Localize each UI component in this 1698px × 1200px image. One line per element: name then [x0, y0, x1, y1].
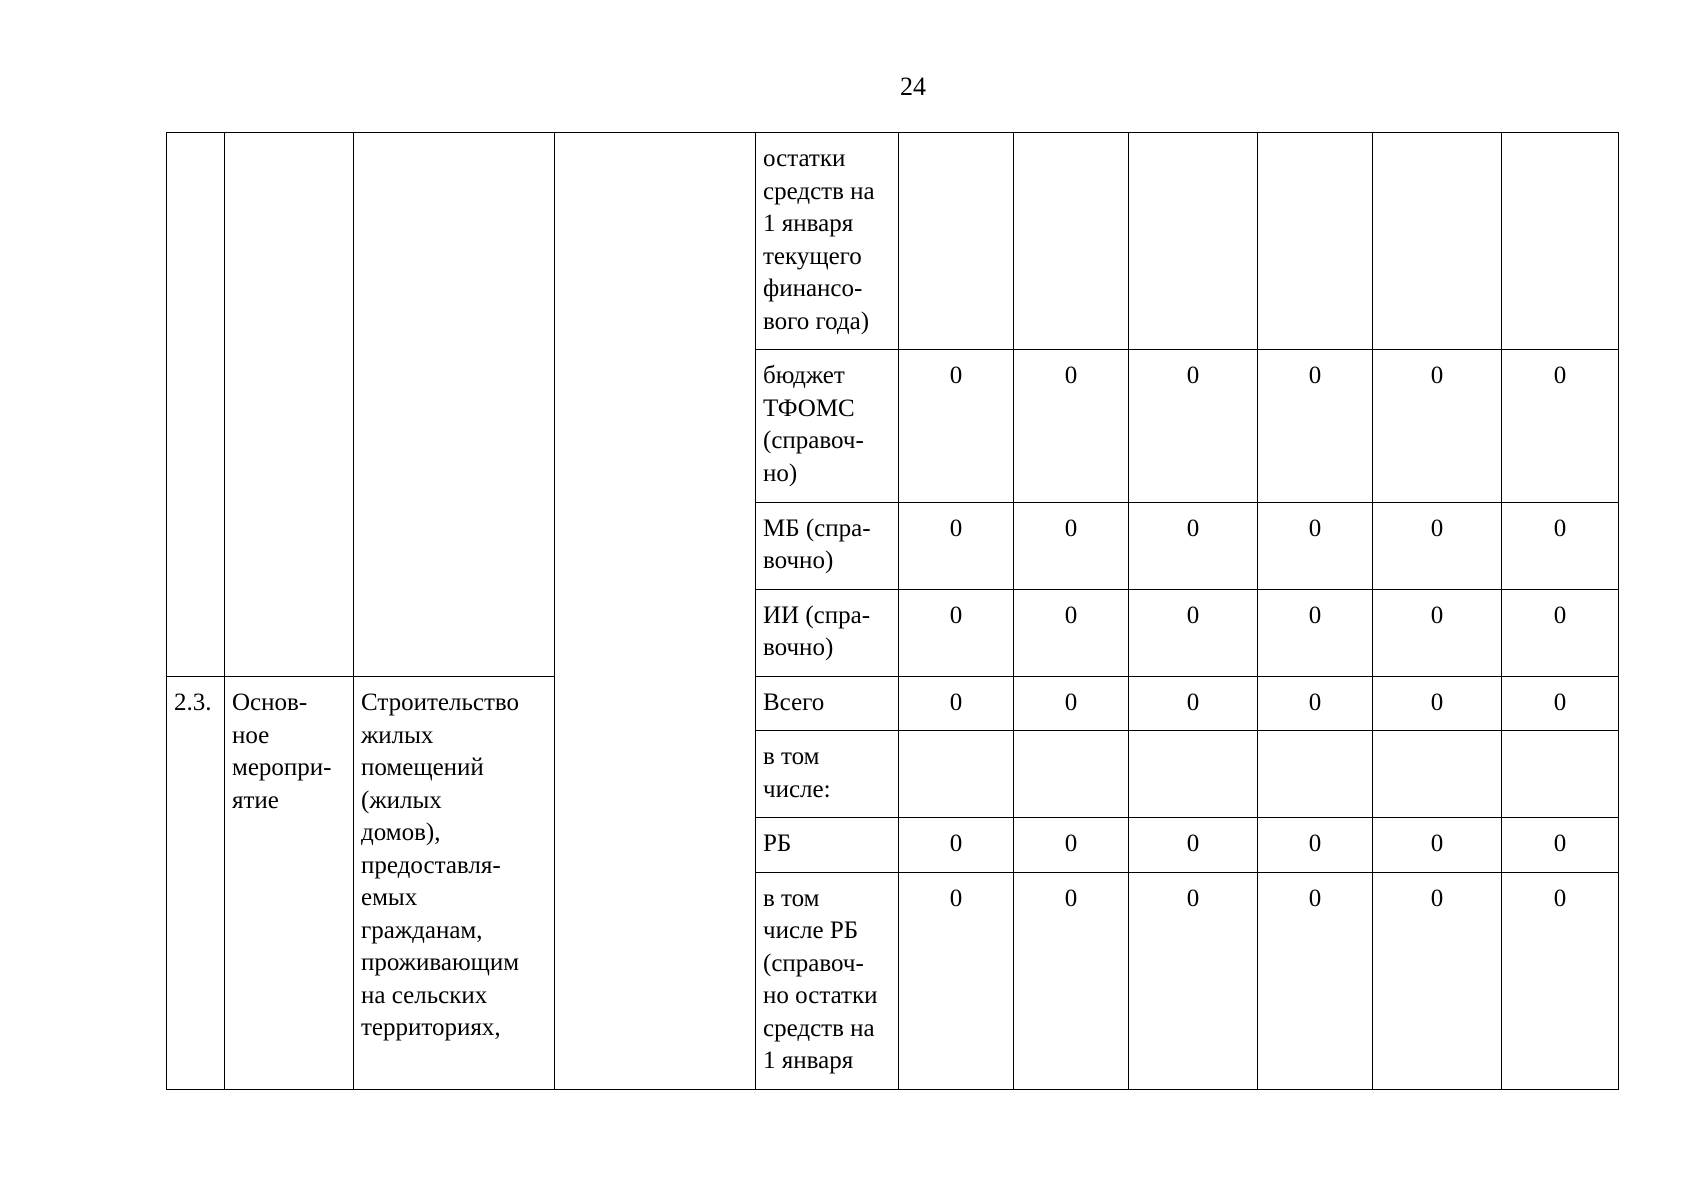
value-cell: 0 — [1373, 502, 1502, 589]
value-cell — [1014, 133, 1129, 350]
value-cell — [1014, 731, 1129, 818]
value-cell — [1502, 133, 1619, 350]
value-cell: 0 — [1129, 350, 1258, 502]
item-number: 2.3. — [167, 677, 225, 1090]
value-cell: 0 — [1502, 350, 1619, 502]
value-cell — [1129, 133, 1258, 350]
value-cell: 0 — [1373, 677, 1502, 731]
empty-cell-executor — [555, 133, 756, 1090]
value-cell: 0 — [1014, 350, 1129, 502]
value-cell — [1373, 731, 1502, 818]
value-cell: 0 — [1014, 502, 1129, 589]
source-label: Всего — [756, 677, 899, 731]
table-row — [167, 677, 1619, 731]
empty-cell-status — [225, 133, 354, 677]
value-cell: 0 — [1502, 502, 1619, 589]
source-label: бюджет ТФОМС (справоч- но) — [756, 350, 899, 502]
funding-table — [166, 132, 1619, 1090]
value-cell: 0 — [1258, 589, 1373, 676]
value-cell: 0 — [1014, 818, 1129, 872]
value-cell: 0 — [1373, 872, 1502, 1090]
source-label: остатки средств на 1 января текущего финансо- вого года) — [756, 133, 899, 350]
value-cell: 0 — [1258, 872, 1373, 1090]
value-cell: 0 — [1129, 677, 1258, 731]
item-title: Строительство жилых помещений (жилых домов), предоставля- емых гражданам, проживающим на сельских территориях, — [354, 677, 555, 1090]
empty-cell-number — [167, 133, 225, 677]
value-cell — [899, 133, 1014, 350]
value-cell: 0 — [1373, 818, 1502, 872]
value-cell: 0 — [1129, 872, 1258, 1090]
value-cell: 0 — [899, 502, 1014, 589]
value-cell: 0 — [1258, 502, 1373, 589]
source-label: ИИ (спра- вочно) — [756, 589, 899, 676]
value-cell: 0 — [1014, 589, 1129, 676]
value-cell — [1258, 133, 1373, 350]
value-cell: 0 — [899, 677, 1014, 731]
source-label: МБ (спра- вочно) — [756, 502, 899, 589]
source-label: РБ — [756, 818, 899, 872]
value-cell: 0 — [899, 350, 1014, 502]
empty-cell-title — [354, 133, 555, 677]
page-number: 24 — [900, 72, 926, 101]
value-cell — [1258, 731, 1373, 818]
value-cell: 0 — [1373, 350, 1502, 502]
value-cell: 0 — [1014, 677, 1129, 731]
value-cell: 0 — [1502, 872, 1619, 1090]
value-cell: 0 — [1258, 350, 1373, 502]
source-label: в том числе РБ (справоч- но остатки средств на 1 января — [756, 872, 899, 1090]
value-cell: 0 — [1014, 872, 1129, 1090]
source-label: в том числе: — [756, 731, 899, 818]
item-status: Основ- ное меропри- ятие — [225, 677, 354, 1090]
value-cell: 0 — [1502, 589, 1619, 676]
value-cell: 0 — [899, 818, 1014, 872]
value-cell: 0 — [1129, 589, 1258, 676]
value-cell: 0 — [1129, 502, 1258, 589]
value-cell — [1502, 731, 1619, 818]
value-cell — [1373, 133, 1502, 350]
value-cell: 0 — [1502, 818, 1619, 872]
value-cell: 0 — [1258, 818, 1373, 872]
value-cell: 0 — [899, 589, 1014, 676]
value-cell: 0 — [1373, 589, 1502, 676]
value-cell — [1129, 731, 1258, 818]
value-cell: 0 — [1502, 677, 1619, 731]
table-row — [167, 133, 1619, 350]
value-cell: 0 — [1129, 818, 1258, 872]
value-cell: 0 — [899, 872, 1014, 1090]
value-cell — [899, 731, 1014, 818]
value-cell: 0 — [1258, 677, 1373, 731]
